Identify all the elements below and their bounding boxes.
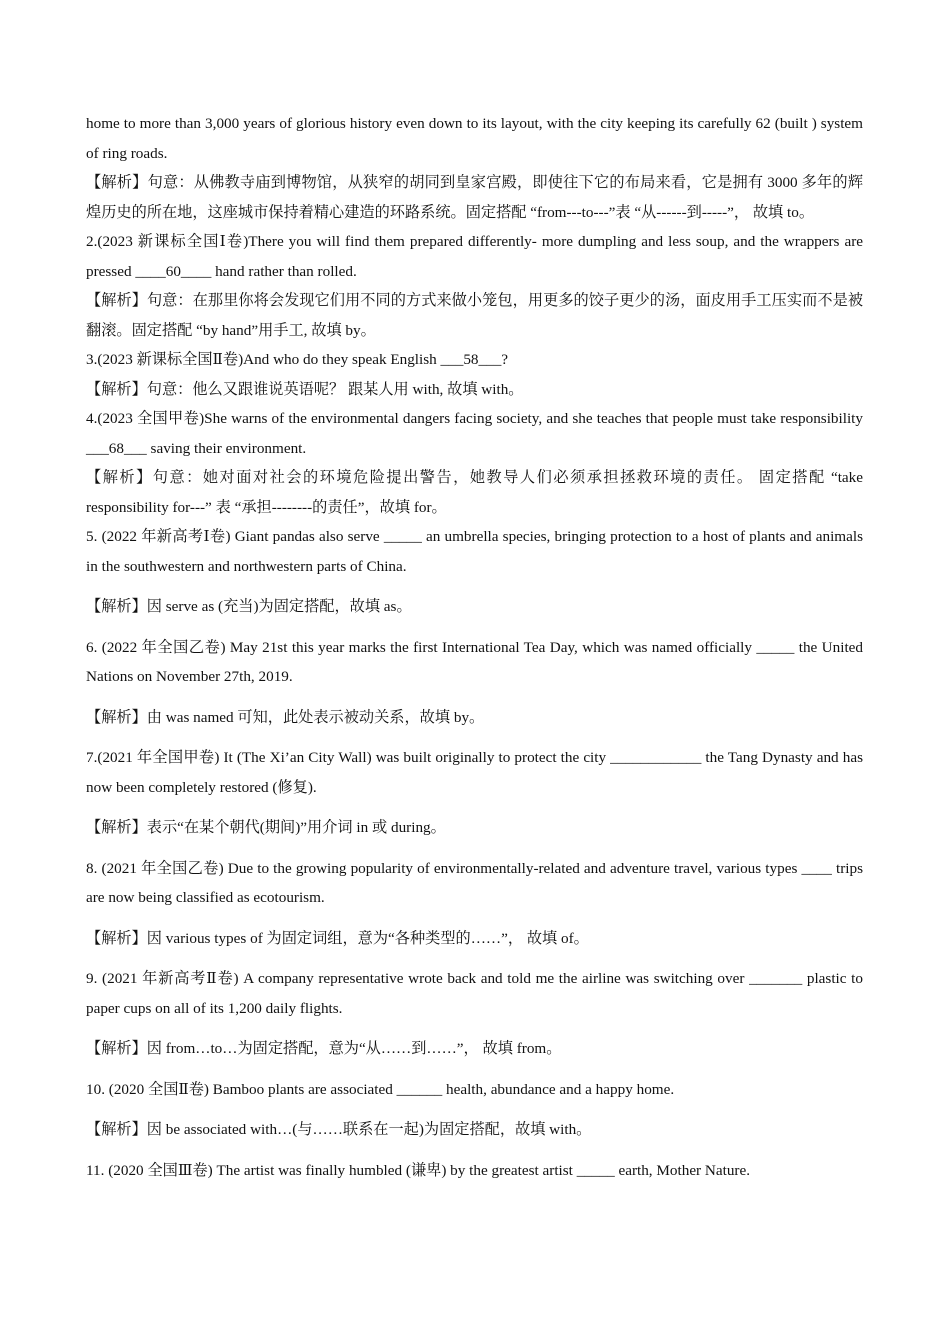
analysis-q10: 【解析】因 be associated with…(与……联系在一起)为固定搭配，故填 with。: [86, 1121, 592, 1138]
analysis-q1: 【解析】句意：从佛教寺庙到博物馆，从狭窄的胡同到皇家宫殿，即使往下它的布局来看，它是拥有 3000 多年的辉煌历史的所在地，这座城市保持着精心建造的环路系统。固定搭配 “from---to---”表 “从------到-----”， 故填 to。: [86, 174, 863, 221]
analysis-q8: 【解析】因 various types of 为固定词组，意为“各种类型的……”， 故填 of。: [86, 929, 589, 947]
analysis-q9: 【解析】因 from…to…为固定搭配，意为“从……到……”， 故填 from。: [86, 1040, 562, 1057]
question-6: 6. (2022 年全国乙卷) May 21st this year marks the first International Tea Day, which was named officially _____ the United Nations on November 27th, 2019.: [86, 638, 863, 685]
question-3: 3.(2023 新课标全国Ⅱ卷)And who do they speak English ___58___?: [86, 351, 509, 368]
analysis-q5: 【解析】因 serve as (充当)为固定搭配，故填 as。: [86, 598, 412, 615]
question-2: 2.(2023 新课标全国Ⅰ卷)There you will find them prepared differently- more dumpling and less soup, and the wrappers are pressed ____60____ hand rather than rolled.: [86, 233, 863, 280]
question-11: 11. (2020 全国Ⅲ卷) The artist was finally humbled (谦卑) by the greatest artist _____ earth, Mother Nature.: [86, 1161, 751, 1179]
analysis-q6: 【解析】由 was named 可知，此处表示被动关系，故填 by。: [86, 708, 485, 726]
document-page: [86, 109, 863, 1185]
question-7: 7.(2021 年全国甲卷) It (The Xi’an City Wall) was built originally to protect the city ____________ the Tang Dynasty and has now been completely restored (修复).: [86, 749, 863, 796]
question-8: 8. (2021 年全国乙卷) Due to the growing popularity of environmentally-related and adventure travel, various types ____ trips are now being classified as ecotourism.: [86, 859, 863, 906]
question-4: 4.(2023 全国甲卷)She warns of the environmental dangers facing society, and she teaches that people must take responsibility ___68___ saving their environment.: [86, 410, 863, 457]
question-5: 5. (2022 年新高考Ⅰ卷) Giant pandas also serve _____ an umbrella species, bringing protection to a host of plants and animals in the southwestern and northwestern parts of China.: [86, 528, 863, 575]
analysis-q3: 【解析】句意：他么又跟谁说英语呢？ 跟某人用 with, 故填 with。: [86, 380, 524, 398]
analysis-q4: 【解析】句意：她对面对社会的环境危险提出警告，她教导人们必须承担拯救环境的责任。 固定搭配 “take responsibility for---” 表 “承担--------的责任”，故填 for。: [86, 469, 863, 516]
question-10: 10. (2020 全国Ⅱ卷) Bamboo plants are associated ______ health, abundance and a happy home.: [86, 1080, 675, 1098]
analysis-q2: 【解析】句意：在那里你将会发现它们用不同的方式来做小笼包，用更多的饺子更少的汤，面皮用手工压实而不是被翻滚。固定搭配 “by hand”用手工, 故填 by。: [86, 292, 863, 339]
paragraph-q1-continuation: home to more than 3,000 years of glorious history even down to its layout, with the city keeping its carefully 62 (built ) system of ring roads.: [86, 115, 863, 162]
analysis-q7: 【解析】表示“在某个朝代(期间)”用介词 in 或 during。: [86, 819, 446, 836]
question-9: 9. (2021 年新高考Ⅱ卷) A company representative wrote back and told me the airline was switching over _______ plastic to paper cups on all of its 1,200 daily flights.: [86, 970, 863, 1017]
